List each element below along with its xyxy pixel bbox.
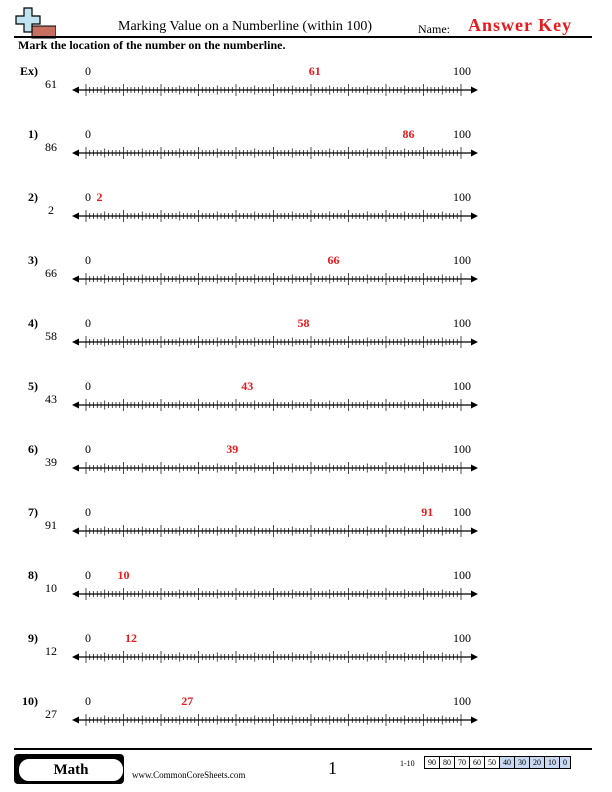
- problem-number: 6): [28, 442, 38, 456]
- problem-value: 91: [45, 518, 57, 532]
- arrow-left-icon: [72, 213, 79, 220]
- problem-number: 7): [28, 505, 38, 519]
- name-label: Name:: [418, 22, 450, 36]
- arrow-left-icon: [72, 591, 79, 598]
- answer-key-label: Answer Key: [468, 15, 573, 35]
- arrow-right-icon: [471, 465, 478, 472]
- tick-label-min: 0: [85, 379, 91, 393]
- logo-icon: [14, 6, 56, 40]
- answer-mark: 91: [421, 505, 434, 519]
- tick-label-min: 0: [85, 694, 91, 708]
- arrow-right-icon: [471, 87, 478, 94]
- tick-label-max: 100: [453, 568, 471, 582]
- answer-mark: 58: [297, 316, 310, 330]
- answer-mark: 2: [96, 190, 103, 204]
- tick-label-min: 0: [85, 316, 91, 330]
- numberline: [70, 379, 480, 419]
- arrow-right-icon: [471, 654, 478, 661]
- score-cell: 70: [455, 757, 470, 769]
- problem-value: 27: [45, 707, 57, 721]
- tick-label-min: 0: [85, 631, 91, 645]
- score-cell: 80: [440, 757, 455, 769]
- problem-item: [0, 631, 612, 693]
- problem-number: 1): [28, 127, 38, 141]
- problem-number: 4): [28, 316, 38, 330]
- problem-number: 9): [28, 631, 38, 645]
- score-table: [424, 756, 571, 769]
- answer-mark: 61: [308, 64, 321, 78]
- numberline: [70, 568, 480, 608]
- tick-label-max: 100: [453, 253, 471, 267]
- score-cell: 0: [560, 757, 571, 769]
- numberline: [70, 190, 480, 230]
- tick-label-max: 100: [453, 442, 471, 456]
- problem-value: 43: [45, 392, 57, 406]
- website-label: www.CommonCoreSheets.com: [132, 770, 246, 780]
- numberline: [70, 64, 480, 104]
- arrow-left-icon: [72, 654, 79, 661]
- problem-item: [0, 379, 612, 441]
- tick-label-max: 100: [453, 64, 471, 78]
- numberline: [70, 442, 480, 482]
- tick-label-max: 100: [453, 190, 471, 204]
- problem-item: [0, 442, 612, 504]
- problem-value: 66: [45, 266, 57, 280]
- score-cell: 20: [530, 757, 545, 769]
- tick-label-min: 0: [85, 127, 91, 141]
- answer-mark: 10: [117, 568, 130, 582]
- problem-value: 2: [48, 203, 54, 217]
- problem-number: 8): [28, 568, 38, 582]
- numberline: [70, 505, 480, 545]
- arrow-right-icon: [471, 402, 478, 409]
- score-cell: 60: [470, 757, 485, 769]
- problem-value: 86: [45, 140, 57, 154]
- problem-value: 10: [45, 581, 57, 595]
- footer-divider: [14, 748, 592, 750]
- score-cell: 30: [515, 757, 530, 769]
- problem-value: 39: [45, 455, 57, 469]
- score-cell: 10: [545, 757, 560, 769]
- score-cell: 40: [500, 757, 515, 769]
- answer-mark: 66: [327, 253, 340, 267]
- numberline: [70, 253, 480, 293]
- problem-number: 10): [22, 694, 38, 708]
- answer-mark: 39: [226, 442, 239, 456]
- problem-item: [0, 64, 612, 126]
- tick-label-min: 0: [85, 568, 91, 582]
- tick-label-min: 0: [85, 190, 91, 204]
- arrow-left-icon: [72, 402, 79, 409]
- problem-value: 58: [45, 329, 57, 343]
- tick-label-max: 100: [453, 127, 471, 141]
- problem-item: [0, 316, 612, 378]
- problem-number: Ex): [20, 64, 38, 78]
- score-cell: 90: [425, 757, 440, 769]
- tick-label-max: 100: [453, 505, 471, 519]
- arrow-left-icon: [72, 465, 79, 472]
- arrow-left-icon: [72, 717, 79, 724]
- arrow-left-icon: [72, 150, 79, 157]
- problem-value: 12: [45, 644, 57, 658]
- problem-item: [0, 694, 612, 756]
- arrow-right-icon: [471, 717, 478, 724]
- tick-label-max: 100: [453, 316, 471, 330]
- problem-item: [0, 505, 612, 567]
- answer-mark: 12: [125, 631, 137, 645]
- score-cell: 50: [485, 757, 500, 769]
- score-range-label: 1-10: [400, 759, 415, 768]
- arrow-right-icon: [471, 213, 478, 220]
- subject-badge: Math: [18, 758, 124, 782]
- problem-item: [0, 127, 612, 189]
- tick-label-max: 100: [453, 379, 471, 393]
- problem-value: 61: [45, 77, 57, 91]
- numberline: [70, 316, 480, 356]
- numberline: [70, 694, 480, 734]
- tick-label-max: 100: [453, 694, 471, 708]
- answer-mark: 27: [181, 694, 194, 708]
- arrow-right-icon: [471, 276, 478, 283]
- numberline: [70, 631, 480, 671]
- problem-number: 5): [28, 379, 38, 393]
- problem-item: [0, 253, 612, 315]
- problem-item: [0, 568, 612, 630]
- tick-label-min: 0: [85, 505, 91, 519]
- arrow-right-icon: [471, 339, 478, 346]
- arrow-right-icon: [471, 591, 478, 598]
- answer-mark: 43: [241, 379, 254, 393]
- arrow-right-icon: [471, 150, 478, 157]
- worksheet-title: Marking Value on a Numberline (within 100): [118, 19, 373, 34]
- tick-label-max: 100: [453, 631, 471, 645]
- arrow-left-icon: [72, 528, 79, 535]
- problem-number: 3): [28, 253, 38, 267]
- numberline: [70, 127, 480, 167]
- instructions: Mark the location of the number on the numberline.: [18, 38, 286, 52]
- arrow-left-icon: [72, 87, 79, 94]
- tick-label-min: 0: [85, 253, 91, 267]
- arrow-left-icon: [72, 339, 79, 346]
- answer-mark: 86: [402, 127, 415, 141]
- arrow-left-icon: [72, 276, 79, 283]
- arrow-right-icon: [471, 528, 478, 535]
- tick-label-min: 0: [85, 64, 91, 78]
- tick-label-min: 0: [85, 442, 91, 456]
- problem-item: [0, 190, 612, 252]
- page-number: 1: [328, 758, 337, 778]
- problem-number: 2): [28, 190, 38, 204]
